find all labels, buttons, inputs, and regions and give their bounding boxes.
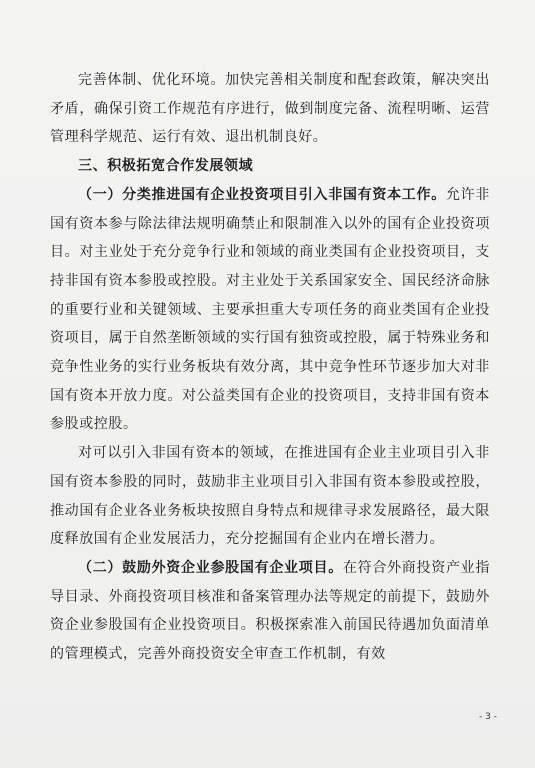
paragraph-text: 完善体制、优化环境。加快完善相关制度和配套政策，解决突出矛盾，确保引资工作规范有序进行，做到制度完备、流程明晰、运营管理科学规范、运行有效、退出机制良好。 (50, 72, 490, 146)
page-number: - 3 - (479, 712, 497, 722)
paragraph-text: 对可以引入非国有资本的领域，在推进国有企业主业项目引入非国有资本参股的同时，鼓励非主业项目引入非国有资本参股或控股，推动国有企业各业务板块按照自身特点和规律寻求发展路径，最大限度释放国有企业发展活力，充分挖掘国有企业内在增长潜力。 (50, 445, 490, 548)
document-body (50, 66, 490, 669)
paragraph-item-two (50, 554, 490, 669)
paragraph-policy-environment (50, 66, 490, 152)
paragraph-item-one (50, 181, 490, 439)
item-two-lead: （二）鼓励外资企业参股国有企业项目。 (78, 559, 343, 576)
item-two-text: 在符合外商投资产业指导目录、外商投资项目核准和备案管理办法等规定的前提下，鼓励外资企业参股国有企业投资项目。积极探索准入前国民待遇加负面清单的管理模式，完善外商投资安全审查工作机制，有效 (50, 559, 490, 663)
item-one-text: 允许非国有资本参与除法律法规明确禁止和限制准入以外的国有企业投资项目。对主业处于充分竞争行业和领域的商业类国有企业投资项目，支持非国有资本参股或控股。对主业处于关系国家安全、国民经济命脉的重要行业和关键领域、主要承担重大专项任务的商业类国有企业投资项目，属于自然垄断领域的实行国有独资或控股，属于特殊业务和竞争性业务的实行业务板块有效分离，其中竞争性环节逐步加大对非国有资本开放力度。对公益类国有企业的投资项目，支持非国有资本参股或控股。 (50, 186, 490, 433)
paragraph-non-state-capital (50, 439, 490, 554)
section-heading-text: 三、积极拓宽合作发展领域 (78, 158, 254, 175)
section-heading (50, 152, 490, 181)
item-one-lead: （一）分类推进国有企业投资项目引入非国有资本工作。 (78, 186, 446, 203)
